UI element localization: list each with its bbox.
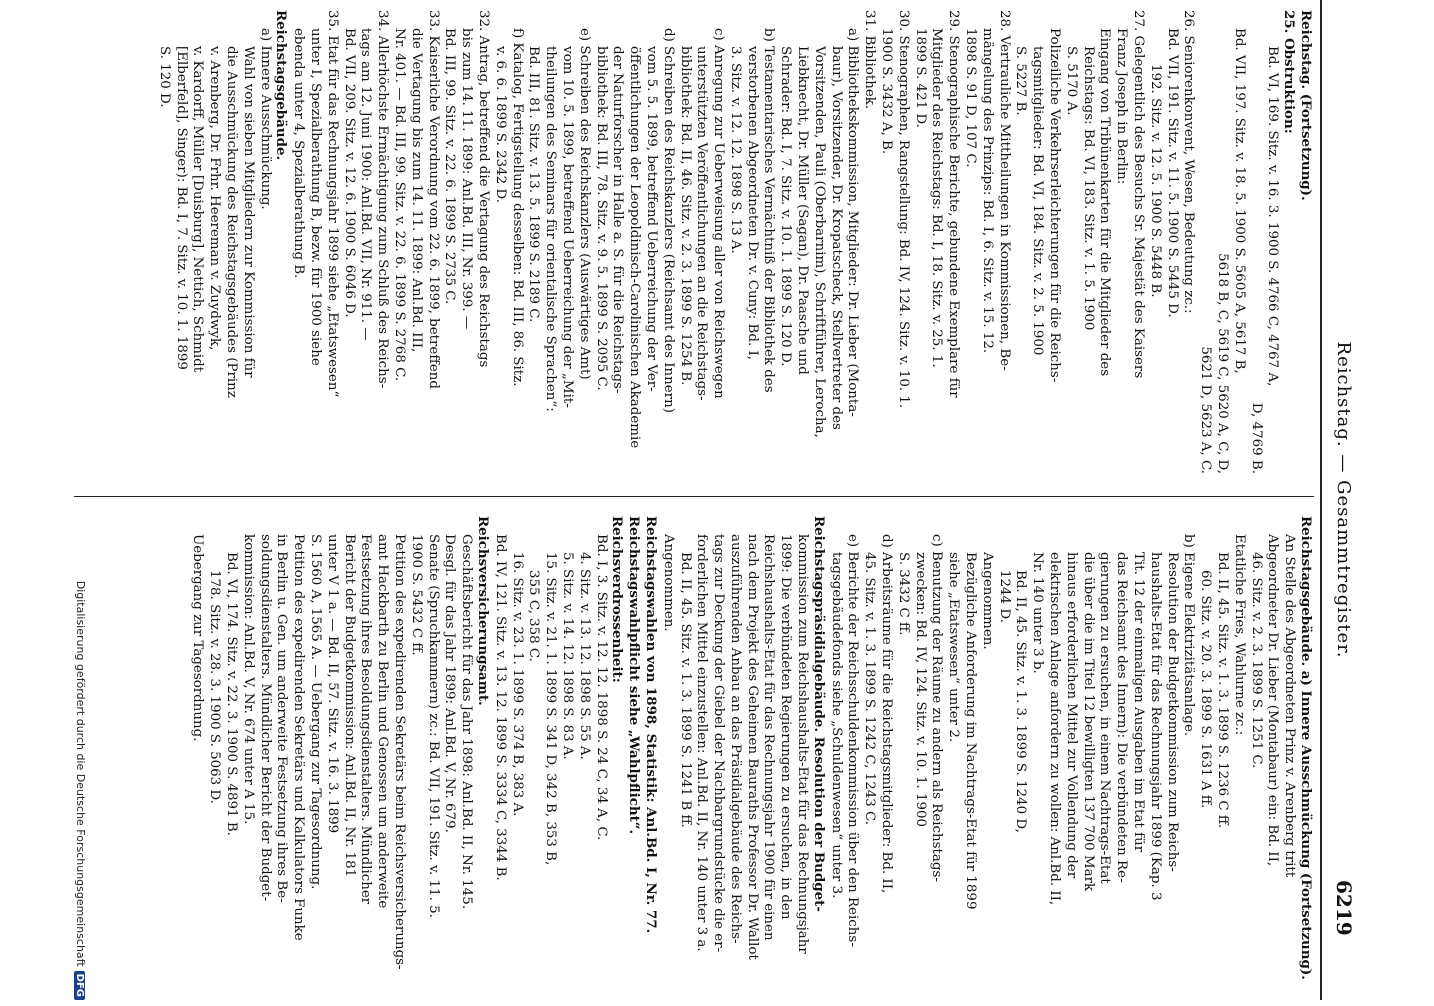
text-line: forderlichen Mittel einzustellen: Anl.Bd. II, Nr. 140 unter 3 a. — [694, 534, 710, 952]
text-line: 3. Sitz. v. 12. 12. 1898 S. 13 A. — [727, 46, 743, 254]
text-line: unter V 1 a. — Bd. II, 57. Sitz. v. 16. 3. 1899 — [324, 534, 340, 834]
text-line: Bd. VI, 174. Sitz. v. 22. 3. 1900 S. 4891 B. — [224, 552, 239, 836]
text-line: Angenommen. — [660, 534, 676, 632]
text-line: Uebergang zur Tagesordnung. — [190, 534, 206, 742]
text-line: Liebknecht, Dr. Müller (Sagan), Dr. Paasche und — [795, 46, 811, 375]
text-line: Bd. II, 45. Sitz. v. 1. 3. 1899 S. 1241 B ff. — [677, 552, 693, 828]
text-line: haushalts-Etat für das Rechnungsjahr 1899 (Kap. 3 — [1147, 552, 1163, 901]
text-line: Eingang von Tribünenkarten für die Mitglieder des — [1097, 28, 1113, 377]
text-line: soldungsdienstalters. Mündlicher Bericht der Budget- — [257, 534, 273, 902]
text-line: 34. Allerhöchste Ermächtigung zum Schluß des Reichs- — [375, 10, 391, 389]
page-title: Reichstag. — Gesammtregister. — [1333, 341, 1354, 659]
text-line: siehe „Etatswesen“ unter 2. — [946, 552, 962, 743]
text-line: b) Eigene Elektrizitätsanlage. — [1181, 534, 1197, 737]
text-line: nach dem Projekt des Geheimen Bauraths Professor Dr. Wallot — [744, 534, 760, 960]
text-line: vom 5. 5. 1899, betreffend Ueberreichung der Ver- — [643, 46, 659, 392]
text-line: Bd. VII, 191. Sitz. v. 11. 5. 1900 S. 5445 D. — [1164, 28, 1180, 318]
text-line: v. 6. 6. 1899 S. 2342 D. — [492, 46, 508, 203]
text-line: a) Bibliothekskommission, Mitglieder: Dr. Lieber (Monta- — [845, 28, 861, 417]
text-line: kommission zum Reichshaushalts-Etat für das Rechnungsjahr — [795, 534, 811, 954]
text-line: Schrader: Bd. I, 7. Sitz. v. 10. 1. 1899 S. 120 D. — [778, 46, 794, 367]
text-line: 1899 S. 421 D. — [912, 28, 928, 128]
text-line: tagsgebäudefonds siehe „Schuldenwesen“ unter 3. — [828, 552, 844, 899]
text-line: Reichsversicherungsamt. — [474, 516, 491, 706]
text-line: Franz Joseph in Berlin: — [1114, 28, 1130, 185]
text-line: Angenommen. — [979, 552, 995, 650]
text-line: 25. Obstruktion: — [1281, 10, 1298, 134]
text-line: Reichstagswahlen von 1898, Statistik: Anl.Bd. I, Nr. 77. — [642, 516, 659, 934]
text-line: f) Katalog, Fertigstellung desselben: Bd. III, 86. Sitz. — [509, 28, 525, 387]
text-line: vom 10. 5. 1899, betreffend Ueberreichung der „Mit- — [559, 46, 575, 408]
text-line: Reichstagsgebäude. — [273, 10, 290, 161]
page-header — [1320, 0, 1362, 1000]
text-line: 16. Sitz. v. 23. 1. 1899 S. 374 B, 383 A. — [509, 552, 525, 817]
text-line: Bezügliche Anforderung im Nachtrags-Etat für 1899 — [963, 552, 979, 910]
text-line: Bd. II, 45. Sitz. v. 1. 3. 1899 S. 1240 D, — [1013, 570, 1029, 833]
text-line: der Naturforscher in Halle a. S. für die Reichstags- — [610, 46, 626, 394]
text-line: 4. Sitz. v. 13. 12. 1898 S. 55 A. — [576, 552, 592, 760]
text-line: das Reichsamt des Innern): Die verbündeten Re- — [1114, 552, 1130, 883]
text-line: amt Hackbarth zu Berlin und Genossen um anderweite — [375, 534, 391, 909]
text-line: die Vertagung bis zum 14. 11. 1899: Anl.Bd. III, — [408, 28, 424, 353]
text-line: 29. Stenographische Berichte, gebundene Exemplare für — [946, 10, 962, 398]
text-line: Reichsverdrossenheit: — [609, 516, 626, 683]
page-number: 6219 — [1332, 880, 1356, 936]
right-column — [69, 516, 1314, 986]
text-line: 35. Etat für das Rechnungsjahr 1899 siehe „Etatswesen“ — [324, 10, 340, 398]
text-line: baur), Vorsitzender, Dr. Kropatscheck, Stellvertreter des — [828, 46, 844, 430]
text-line: bibliothek: Bd. II, 46. Sitz. v. 2. 3. 1899 S. 1254 B. — [677, 46, 693, 386]
text-line: die Ausschmückung des Reichstagsgebäudes (Prinz — [224, 46, 239, 398]
text-line: c) Anregung zur Ueberweisung aller von Reichswegen — [711, 28, 727, 399]
text-line: e) Berichte der Reichsschuldenkommission über den Reichs- — [845, 534, 861, 947]
text-line: Nr. 401. — Bd. III, 99. Sitz. v. 22. 6. 1899 S. 2768 C. — [391, 28, 407, 382]
text-line: 33. Kaiserliche Verordnung vom 22. 6. 1899, betreffend — [425, 10, 441, 389]
text-line: Mitglieder des Reichstags: Bd. I, 18. Sitz. v. 25. 1. — [929, 28, 945, 368]
text-line: a) Innere Ausschmückung. — [257, 28, 273, 210]
text-line: verstorbenen Abgeordneten Dr. v. Cuny: Bd. I, — [744, 46, 760, 361]
text-line: bis zum 14. 11. 1899: Anl.Bd. III, Nr. 399. — — [459, 28, 475, 330]
left-column — [69, 10, 1314, 480]
text-line: tagsmitglieder: Bd. VI, 184. Sitz. v. 2. 5. 1900 — [1030, 46, 1046, 356]
text-line: unter I, Spezialberathung B, bezw. für 1900 siehe — [307, 28, 323, 366]
text-line: 5621 D, 5623 A, C. — [1198, 346, 1214, 474]
text-line: Resolution der Budgetkommission zum Reichs- — [1164, 552, 1180, 872]
text-line: 1244 D. — [996, 570, 1012, 623]
text-line: 26. Seniorenkonvent, Wesen, Bedeutung zc.: — [1181, 10, 1197, 314]
text-line: S. 120 D. — [156, 46, 172, 108]
text-line: Bd. III, 81. Sitz. v. 13. 5. 1899 S. 2189 C. — [526, 46, 542, 323]
text-line: 15. Sitz. v. 21. 1. 1899 S. 341 D, 342 B, 353 B, — [543, 552, 559, 866]
text-line: b) Testamentarisches Vermächtniß der Bibliothek des — [761, 28, 777, 393]
text-line: Senate (Spruchkammern) zc.: Bd. VII, 191. Sitz. v. 11. 5. — [425, 534, 441, 918]
text-line: Polizeiliche Verkehrserleichterungen für die Reichs- — [1047, 28, 1063, 383]
text-line: Desgl. für das Jahr 1899: Anl.Bd. V, Nr. 679. — [442, 534, 458, 833]
text-line: Nr. 140 unter 3 b. — [1030, 552, 1046, 674]
text-line: bibliothek: Bd. III, 78. Sitz. v. 9. 5. 1899 S. 2095 C. — [593, 46, 609, 391]
text-line: Tit. 12 der einmaligen Ausgaben im Etat für — [1131, 552, 1147, 853]
text-line: Etatliche Fries, Wahlurne zc.: — [1231, 534, 1247, 736]
text-line: in Berlin u. Gen. um anderweite Festsetzung ihres Be- — [274, 534, 290, 903]
text-line: An Stelle des Abgeordneten Prinz v. Arenberg tritt — [1282, 534, 1298, 878]
text-line: D, 4769 B. — [1248, 402, 1264, 474]
text-line: d) Schreiben des Reichskanzlers (Reichsamt des Innern) — [660, 28, 676, 413]
text-line: Reichstagsgebäude. a) Innere Ausschmückung (Fortsetzung). — [1298, 516, 1314, 980]
text-line: theilungen des Seminars für orientalische Sprachen“: — [543, 46, 559, 412]
text-line: 46. Sitz. v. 2. 3. 1899 S. 1251 C. — [1248, 552, 1264, 769]
text-line: Petition des expedirenden Sekretärs und Kalkulators Funke — [291, 534, 307, 941]
text-line: 1899: Die verbündeten Regierungen zu ersuchen, in den — [778, 534, 794, 920]
text-line: c) Benutzung der Räume zu andern als Reichstags- — [929, 534, 945, 882]
text-line: Bd. VI, 169. Sitz. v. 16. 3. 1900 S. 4766 C, 4767 A, — [1265, 46, 1281, 387]
text-line: Reichstagspräsidialgebäude. Resolution der Budget- — [810, 516, 827, 912]
text-line: 1900 S. 5432 C ff. — [408, 534, 424, 656]
text-line: 31. Bibliothek. — [862, 10, 878, 110]
text-line: 178. Sitz. v. 28. 3. 1900 S. 5063 D. — [207, 570, 223, 804]
text-line: tags am 12. Juni 1900: Anl.Bd. VII, Nr. 911. — — [358, 28, 374, 341]
text-line: hinaus erforderlichen Mittel zur Vollendung der — [1063, 552, 1079, 879]
text-line: Abgeordneter Dr. Lieber (Montabaur) ein: Bd. II, — [1265, 534, 1281, 867]
text-line: tags zur Deckung der Giebel der Nachbargrundstücke die er- — [711, 534, 727, 953]
text-line: Bd. VII, 197. Sitz. v. 18. 5. 1900 S. 5605 A, 5617 B, — [1231, 28, 1247, 374]
text-line: die über die im Titel 12 bewilligten 137 700 Mark — [1080, 552, 1096, 892]
text-line: d) Arbeitsräume für die Reichstagsmitglieder: Bd. II, — [879, 534, 895, 894]
text-line: 5. Sitz. v. 14. 12. 1898 S. 83 A. — [559, 552, 575, 760]
text-line: 355 C, 358 C. — [526, 570, 542, 662]
text-line: unterstützten Veröffentlichungen an die Reichstags- — [694, 46, 710, 401]
text-line: 27. Gelegentlich des Besuchs Sr. Majestät des Kaisers — [1131, 10, 1147, 379]
column-divider — [74, 496, 1314, 497]
text-line: 32. Antrag, betreffend die Vertagung des Reichstags — [475, 10, 491, 368]
text-line: 192. Sitz. v. 12. 5. 1900 S. 5448 B. — [1147, 64, 1163, 298]
text-line: auszuführenden Anbau an das Präsidialgebäude des Reichs- — [727, 534, 743, 944]
text-line: Vorsitzenden, Pauli (Oberbarnim), Schriftführer, Lerocha, — [811, 46, 827, 438]
text-line: S. 3432 C ff. — [895, 552, 911, 636]
text-line: 45. Sitz. v. 1. 3. 1899 S. 1242 C, 1243 C. — [862, 552, 878, 826]
text-line: Wahl von sieben Mitgliedern zur Kommission für — [240, 46, 256, 378]
text-line: S. 1560 A, 1565 A. — Uebergang zur Tagesordnung. — [307, 534, 323, 890]
text-line: ebenda unter 4, Spezialberathung B. — [291, 28, 307, 279]
text-line: Reichstag. (Fortsetzung). — [1298, 10, 1314, 201]
text-line: e) Schreiben des Reichskanzlers (Auswärtiges Amt) — [576, 28, 592, 380]
text-line: mängelung des Prinzips: Bd. I, 6. Sitz. v. 15. 12. — [979, 28, 995, 354]
text-line: Bd. I, 3. Sitz. v. 12. 12. 1898 S. 24 C, 34 A, C. — [593, 534, 609, 841]
text-line: Geschäftsbericht für das Jahr 1898: Anl.Bd. II, Nr. 145. — [459, 534, 475, 909]
rotated-page — [64, 0, 1362, 1000]
text-line: Petition des expedirenden Sekretärs beim Reichsversicherungs- — [391, 534, 407, 970]
text-line: Reichstags: Bd. VI, 183. Sitz. v. 1. 5. 1900 — [1080, 46, 1096, 331]
text-line: 1898 S. 91 D, 107 C. — [963, 28, 979, 168]
text-line: zwecken: Bd. IV, 124. Sitz. v. 10. 1. 1900 — [912, 552, 928, 828]
text-line: Festsetzung ihres Besoldungsdienstalters. Mündlicher — [358, 534, 374, 905]
text-line: 28. Vertrauliche Mittheilungen in Kommissionen, Be- — [996, 10, 1012, 371]
text-line: 30. Stenographen, Rangstellung: Bd. IV, 124. Sitz. v. 10. 1. — [895, 10, 911, 409]
text-line: Bd. II, 45. Sitz. v. 1. 3. 1899 S. 1236 C ff. — [1215, 552, 1231, 829]
text-line: v. Kardorff, Müller [Duisburg], Nettich, Schmidt — [190, 46, 206, 373]
text-line: Reichshaushalts-Etat für das Rechnungsjahr 1900 für einen — [761, 534, 777, 941]
text-line: S. 5227 B. — [1013, 46, 1029, 116]
text-line: Bd. IV, 121. Sitz. v. 13. 12. 1899 S. 3334 C, 3344 B. — [492, 534, 508, 881]
dfg-logo: DFG — [74, 971, 85, 1000]
text-line: 5618 B, C, 5619 C, 5620 A, C, D, — [1215, 253, 1231, 474]
text-line: 60. Sitz. v. 20. 3. 1899 S. 1631 A ff. — [1198, 570, 1214, 809]
text-line: v. Arenberg, Dr. Frhr. Heereman v. Zuydwyk, — [207, 46, 223, 351]
text-line: S. 5170 A. — [1063, 46, 1079, 116]
text-line: kommission: Anl.Bd. V, Nr. 674 unter A 15. — [240, 534, 256, 825]
text-line: [Elberfeld], Singer): Bd. I, 7. Sitz. v. 10. 1. 1899 — [173, 46, 189, 370]
digitization-note-text: Digitalisierung gefördert durch die Deutsche Forschungsgemeinschaft — [74, 580, 87, 967]
text-line: 1900 S. 3432 A, B. — [879, 28, 895, 155]
text-line: öffentlichungen der Leopoldinisch-Carolinischen Akademie — [627, 46, 643, 449]
text-line: Reichstagswahlpflicht siehe „Wahlpflicht“. — [626, 516, 643, 835]
text-line: Bd. III, 99. Sitz. v. 22. 6. 1899 S. 2735 C. — [442, 28, 458, 305]
text-line: elektrischen Anlage anfordern zu wollen: Anl.Bd. II, — [1047, 552, 1063, 906]
text-line: Bd. VII, 209. Sitz. v. 12. 6. 1900 S. 6046 D. — [341, 28, 357, 318]
text-line: gierungen zu ersuchen, in einem Nachtrags-Etat — [1097, 552, 1113, 884]
digitization-note — [74, 0, 87, 1006]
text-line: Bericht der Budgetkommission: Anl.Bd. II, Nr. 181 — [341, 534, 357, 878]
